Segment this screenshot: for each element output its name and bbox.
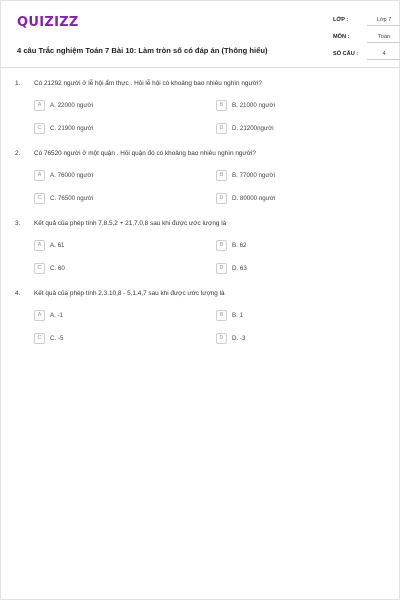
option-b[interactable]: [216, 170, 376, 182]
option-letter-badge: B: [216, 240, 227, 251]
meta-row-count: [333, 49, 400, 66]
meta-value-count: 4: [367, 51, 400, 60]
worksheet-header: [17, 15, 392, 67]
option-text: B. 21000 người: [232, 102, 275, 109]
option-c[interactable]: [34, 333, 194, 345]
option-text: A. 22000 người: [50, 102, 93, 109]
meta-value-subject: Toán: [367, 34, 400, 43]
option-letter-badge: A: [34, 240, 45, 251]
option-text: C. 21900 người: [50, 125, 94, 132]
option-d[interactable]: [216, 123, 376, 135]
question-number: 4.: [15, 290, 21, 297]
option-d[interactable]: [216, 263, 376, 275]
option-d[interactable]: [216, 333, 376, 345]
meta-row-subject: [333, 32, 400, 49]
option-text: C. 60: [50, 265, 65, 272]
worksheet-title: 4 câu Trắc nghiệm Toán 7 Bài 10: Làm tròn số có đáp án (Thông hiểu): [17, 46, 268, 55]
option-text: C. -5: [50, 335, 64, 342]
question-3: [15, 220, 387, 288]
question-text: Kết quả của phép tính 7,8.5,2 + 21,7.0,8 sau khi được ước lượng là: [34, 220, 227, 227]
option-b[interactable]: [216, 310, 376, 322]
option-letter-badge: D: [216, 193, 227, 204]
option-letter-badge: B: [216, 170, 227, 181]
option-c[interactable]: [34, 193, 194, 205]
option-letter-badge: C: [34, 123, 45, 134]
option-text: D. 80000 người: [232, 195, 276, 202]
option-letter-badge: C: [34, 193, 45, 204]
question-1: [15, 80, 387, 148]
option-letter-badge: C: [34, 263, 45, 274]
question-number: 3.: [15, 220, 21, 227]
option-letter-badge: D: [216, 333, 227, 344]
header-divider: [1, 67, 400, 68]
meta-label-count: SỐ CÂU :: [333, 51, 359, 57]
option-text: A. 76000 người: [50, 172, 93, 179]
option-letter-badge: D: [216, 123, 227, 134]
option-text: C. 76500 người: [50, 195, 94, 202]
option-text: A. 61: [50, 242, 65, 249]
worksheet-meta: [333, 15, 400, 66]
option-b[interactable]: [216, 100, 376, 112]
option-text: D. 63: [232, 265, 247, 272]
option-letter-badge: D: [216, 263, 227, 274]
option-a[interactable]: [34, 170, 194, 182]
option-letter-badge: C: [34, 333, 45, 344]
question-text: Có 76520 người ở một quận . Hỏi quận đó có khoảng bao nhiêu nghìn người?: [34, 150, 256, 157]
question-text: Có 21292 người ở lễ hội ẩm thực . Hỏi lễ hội có khoảng bao nhiêu nghìn người?: [34, 80, 262, 87]
question-text: Kết quả của phép tính 2,3.10,8 - 5,1.4,7 sau khi được ước lượng là: [34, 290, 225, 297]
option-letter-badge: A: [34, 170, 45, 181]
option-letter-badge: B: [216, 310, 227, 321]
option-text: B. 62: [232, 242, 247, 249]
option-text: B. 1: [232, 312, 244, 319]
option-text: B. 77000 người: [232, 172, 275, 179]
option-a[interactable]: [34, 240, 194, 252]
option-c[interactable]: [34, 263, 194, 275]
question-4: [15, 290, 387, 358]
option-a[interactable]: [34, 310, 194, 322]
option-text: D. 21200người: [232, 125, 274, 132]
option-b[interactable]: [216, 240, 376, 252]
option-d[interactable]: [216, 193, 376, 205]
question-number: 2.: [15, 150, 21, 157]
meta-label-subject: MÔN :: [333, 34, 350, 40]
meta-label-class: LỚP :: [333, 17, 349, 23]
meta-row-class: [333, 15, 400, 32]
quizizz-logo: QUIZIZZ: [17, 15, 79, 30]
question-2: [15, 150, 387, 218]
option-text: D. -3: [232, 335, 246, 342]
option-letter-badge: A: [34, 100, 45, 111]
question-number: 1.: [15, 80, 21, 87]
option-text: A. -1: [50, 312, 64, 319]
option-a[interactable]: [34, 100, 194, 112]
meta-value-class: Lớp 7: [367, 17, 400, 26]
option-letter-badge: B: [216, 100, 227, 111]
option-letter-badge: A: [34, 310, 45, 321]
option-c[interactable]: [34, 123, 194, 135]
